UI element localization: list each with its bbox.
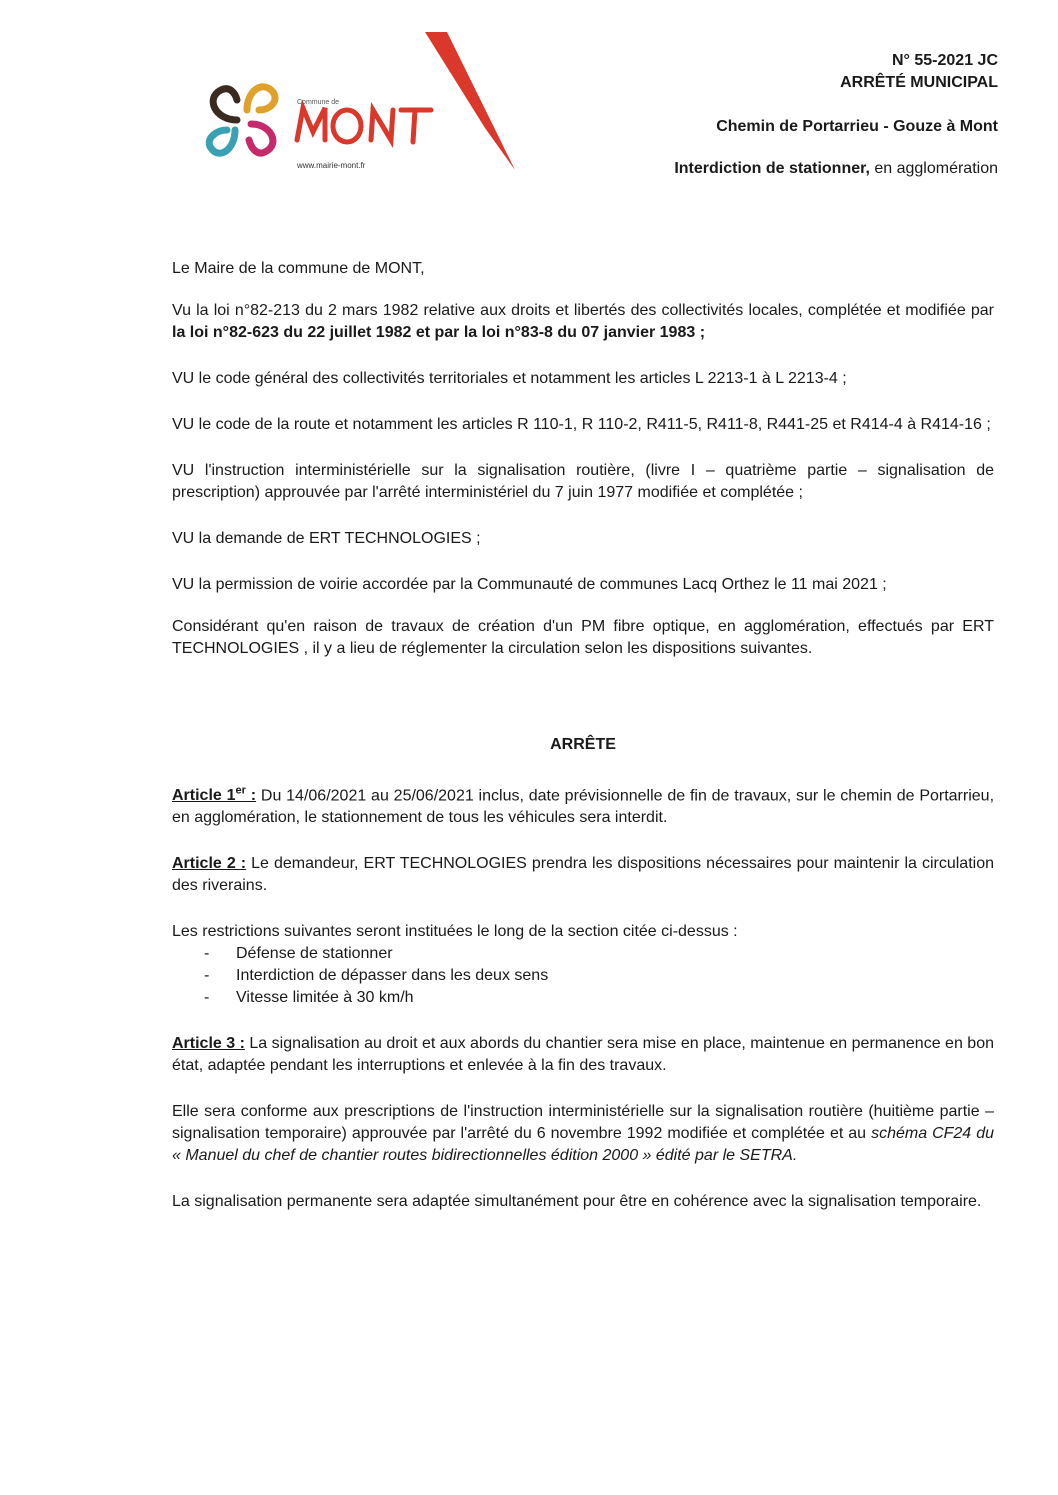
restrictions-list: [204, 943, 994, 1009]
red-slash-shape: [425, 32, 515, 170]
considerant-paragraph: Considérant qu'en raison de travaux de création d'un PM fibre optique, en agglomération, effectués par ERT TECHNOLOGIES , il y a lieu de réglementer la circulation selon les dispositions suivantes.: [172, 618, 994, 657]
article-3-label: Article 3 :: [172, 1035, 245, 1053]
list-item: - Défense de stationner: [204, 943, 994, 965]
article-1: [172, 780, 994, 829]
heart-emblem-icon: [209, 87, 275, 153]
mont-logo-graphic: [185, 28, 525, 188]
article-2-text: Le demandeur, ERT TECHNOLOGIES prendra les dispositions nécessaires pour maintenir la circulation des riverains.: [172, 855, 994, 895]
vu-paragraph-5: VU la demande de ERT TECHNOLOGIES ;: [172, 530, 481, 547]
article-3-text: La signalisation au droit et aux abords du chantier sera mise en place, maintenue en permanence en bon état, adaptée pendant les interruptions et enlevée à la fin des travaux.: [172, 1035, 994, 1075]
vu-paragraph-6: VU la permission de voirie accordée par la Communauté de communes Lacq Orthez le 11 mai 2021 ;: [172, 576, 887, 593]
decree-title: ARRÊTE: [550, 736, 616, 753]
conformity-paragraph: [172, 1101, 994, 1167]
mayor-line: Le Maire de la commune de MONT,: [172, 260, 425, 277]
order-number: N° 55-2021 JC: [891, 52, 998, 69]
subject-rest: en agglomération: [869, 160, 998, 177]
vu-paragraph-1: [172, 300, 994, 344]
commune-logo: [185, 28, 525, 188]
mont-lettering: [297, 108, 431, 142]
article-2-label: Article 2 :: [172, 855, 247, 873]
logo-commune-small-text: Commune de: [297, 99, 340, 106]
article-3: [172, 1033, 994, 1077]
conformity-italic: schéma CF24 du « Manuel du chef de chantier routes bidirectionnelles édition 2000 » édité par le SETRA.: [172, 1125, 994, 1165]
document-body: [172, 258, 994, 1213]
restrictions-intro: Les restrictions suivantes seront instituées le long de la section citée ci-dessus :: [172, 923, 738, 941]
subject-bold: Interdiction de stationner,: [674, 160, 870, 177]
vu1-text: Vu la loi n°82-213 du 2 mars 1982 relative aux droits et libertés des collectivités locales, complétée et modifiée par: [172, 302, 994, 319]
article-1-label: Article 1er :: [172, 785, 257, 805]
document-type: ARRÊTÉ MUNICIPAL: [840, 74, 998, 91]
location-line: Chemin de Portarrieu - Gouze à Mont: [716, 118, 998, 135]
permanent-signage-paragraph: La signalisation permanente sera adaptée simultanément pour être en cohérence avec la signalisation temporaire.: [172, 1193, 982, 1211]
logo-website-text: www.mairie-mont.fr: [297, 161, 366, 170]
document-header: [674, 50, 998, 180]
vu-paragraph-3: VU le code de la route et notamment les articles R 110-1, R 110-2, R411-5, R411-8, R441-25 et R414-4 à R414-16 ;: [172, 416, 991, 433]
vu1-bold: la loi n°82-623 du 22 juillet 1982 et par la loi n°83-8 du 07 janvier 1983 ;: [172, 324, 706, 341]
subject-line: [674, 158, 998, 180]
article-1-text: Du 14/06/2021 au 25/06/2021 inclus, date prévisionnelle de fin de travaux, sur le chemin de Portarrieu, en agglomération, le stationnement de tous les véhicules sera interdit.: [172, 787, 995, 827]
article-2: [172, 853, 994, 897]
vu-paragraph-4: VU l'instruction interministérielle sur la signalisation routière, (livre I – quatrième partie – signalisation de prescription) approuvée par l'arrêté interministériel du 7 juin 1977 modifiée et complétée ;: [172, 462, 994, 501]
vu-paragraph-2: VU le code général des collectivités territoriales et notamment les articles L 2213-1 à L 2213-4 ;: [172, 370, 847, 387]
conformity-text: Elle sera conforme aux prescriptions de l'instruction interministérielle sur la signalisation routière (huitième partie – signalisation temporaire) approuvée par l'arrêté du 6 novembre 1992 modifiée et complétée et au: [172, 1103, 994, 1143]
list-item: - Interdiction de dépasser dans les deux sens: [204, 965, 994, 987]
list-item: - Vitesse limitée à 30 km/h: [204, 987, 994, 1009]
